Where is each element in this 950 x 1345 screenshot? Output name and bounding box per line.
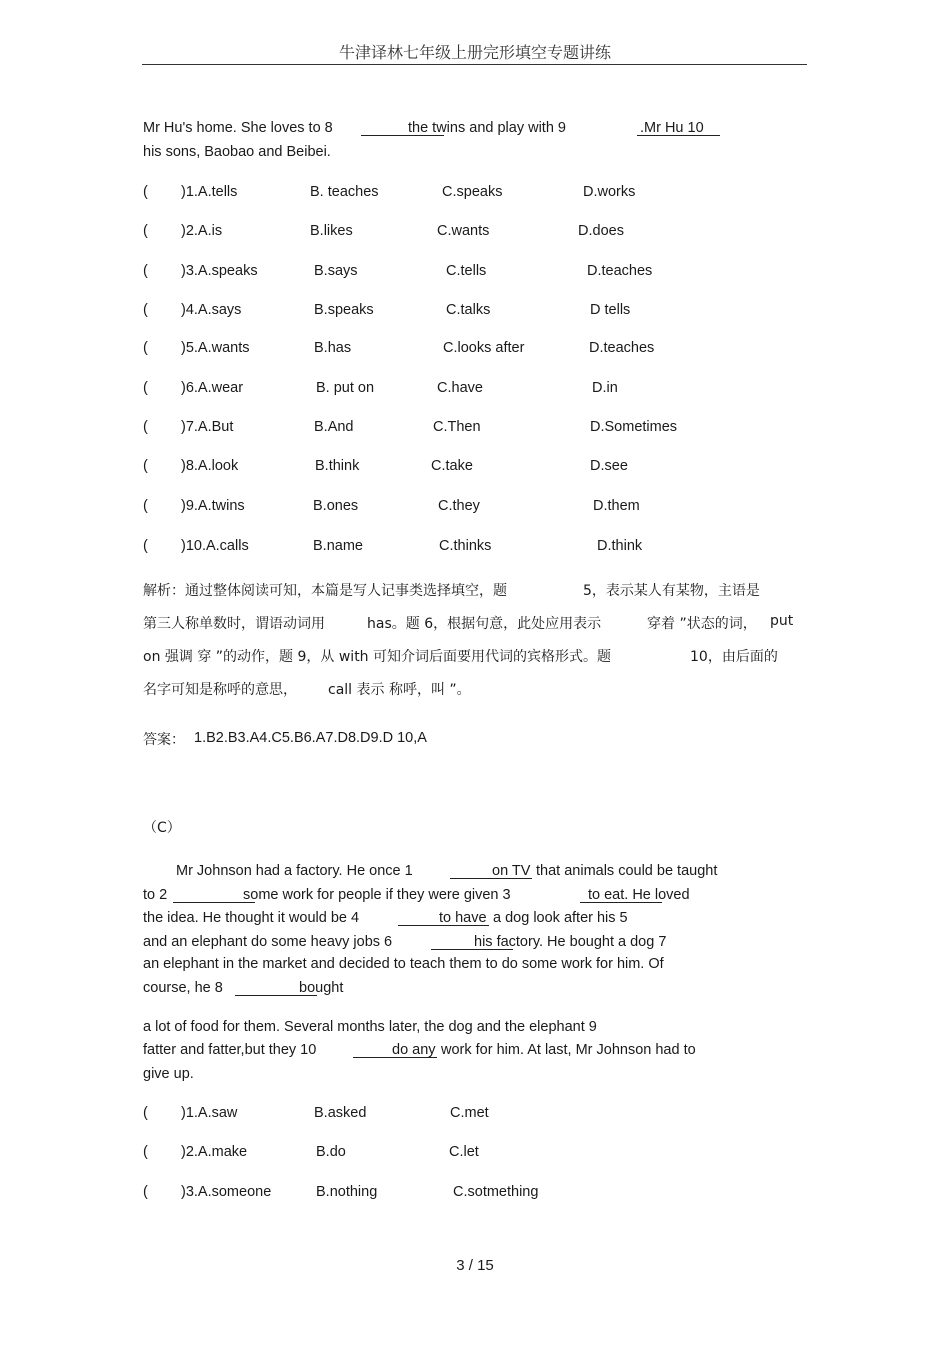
analysis-line4-b: call 表示 称呼，叫 ”。 (328, 682, 471, 698)
question-option-d: D.works (583, 184, 636, 200)
answer-paren: ( (143, 1144, 148, 1160)
question-option-c: C.have (437, 380, 483, 396)
passage-c-p3-a: the idea. He thought it would be 4 (143, 910, 360, 926)
passage-b-line1-a: Mr Hu's home. She loves to 8 (143, 120, 333, 136)
analysis-line2-c: 穿着 ”状态的词， (647, 616, 757, 632)
question-option-d: D.teaches (589, 340, 655, 356)
question-option-c: C.tells (446, 263, 487, 279)
passage-b-line1-c: .Mr Hu 10 (640, 120, 704, 136)
question-option-c: C.sotmething (453, 1184, 539, 1200)
question-option-b: B.do (316, 1144, 346, 1160)
passage-c-p2-c: to eat. He loved (588, 887, 690, 903)
passage-c-p3-b: to have (439, 910, 487, 926)
question-option-a: )3.A.someone (181, 1184, 272, 1200)
question-option-d: D.in (592, 380, 618, 396)
passage-c-p8-b: do any (392, 1042, 436, 1058)
question-option-b: B.asked (314, 1105, 367, 1121)
question-option-b: B.nothing (316, 1184, 378, 1200)
question-option-a: )9.A.twins (181, 498, 245, 514)
question-option-c: C.looks after (443, 340, 525, 356)
question-option-b: B. teaches (310, 184, 379, 200)
analysis-line2-b: has。题 6，根据句意，此处应用表示 (367, 616, 602, 632)
question-option-d: D tells (590, 302, 631, 318)
answer-paren: ( (143, 263, 148, 279)
analysis-line4-a: 名字可知是称呼的意思， (143, 682, 297, 698)
question-option-a: )6.A.wear (181, 380, 244, 396)
passage-c-p1-a: Mr Johnson had a factory. He once 1 (176, 863, 413, 879)
question-option-b: B.ones (313, 498, 359, 514)
passage-c-p4-b: his factory. He bought a dog 7 (474, 934, 667, 950)
passage-c-p2-a: to 2 (143, 887, 168, 903)
answer-paren: ( (143, 498, 148, 514)
question-option-b: B.likes (310, 223, 353, 239)
passage-c-p7: a lot of food for them. Several months later, the dog and the elephant 9 (143, 1019, 597, 1035)
passage-c-p2-b: some work for people if they were given 3 (243, 887, 511, 903)
question-option-a: )2.A.make (181, 1144, 248, 1160)
analysis-line1-b: 5，表示某人有某物，主语是 (583, 583, 760, 599)
question-option-a: )8.A.look (181, 458, 239, 474)
question-option-d: D.teaches (587, 263, 653, 279)
question-option-a: )1.A.saw (181, 1105, 238, 1121)
analysis-line2-d: put (770, 613, 794, 629)
question-option-c: C.wants (437, 223, 490, 239)
answer-paren: ( (143, 184, 148, 200)
question-option-b: B. put on (316, 380, 375, 396)
analysis-line3-b: 10，由后面的 (690, 649, 778, 665)
question-option-b: B.has (314, 340, 352, 356)
question-option-c: C.met (450, 1105, 489, 1121)
question-option-a: )10.A.calls (181, 538, 249, 554)
passage-c-p6-b: bought (299, 980, 344, 996)
passage-c-p1-c: that animals could be taught (536, 863, 718, 879)
question-option-c: C.speaks (442, 184, 503, 200)
section-c-label: （C） (143, 820, 181, 836)
question-option-a: )4.A.says (181, 302, 242, 318)
question-option-c: C.let (449, 1144, 479, 1160)
question-option-b: B.think (315, 458, 360, 474)
question-option-c: C.thinks (439, 538, 492, 554)
question-option-c: C.talks (446, 302, 491, 318)
answer-paren: ( (143, 538, 148, 554)
question-option-b: B.says (314, 263, 358, 279)
question-option-b: B.speaks (314, 302, 374, 318)
question-option-a: )1.A.tells (181, 184, 238, 200)
passage-c-p6-a: course, he 8 (143, 980, 223, 996)
answer-paren: ( (143, 302, 148, 318)
answer-paren: ( (143, 458, 148, 474)
question-option-b: B.And (314, 419, 354, 435)
question-option-a: )2.A.is (181, 223, 223, 239)
passage-b-line2: his sons, Baobao and Beibei. (143, 144, 331, 160)
question-option-a: )7.A.But (181, 419, 234, 435)
analysis-line3-a: on 强调 穿 ”的动作，题 9，从 with 可知介词后面要用代词的宾格形式。题 (143, 649, 612, 665)
question-option-d: D.does (578, 223, 624, 239)
answer-value: 1.B2.B3.A4.C5.B6.A7.D8.D9.D 10,A (194, 730, 427, 746)
question-option-d: D.them (593, 498, 640, 514)
passage-c-p9: give up. (143, 1066, 194, 1082)
question-option-d: D.Sometimes (590, 419, 678, 435)
answer-paren: ( (143, 419, 148, 435)
passage-c-p3-c: a dog look after his 5 (493, 910, 628, 926)
passage-b-line1-b: the twins and play with 9 (408, 120, 566, 136)
answer-paren: ( (143, 340, 148, 356)
passage-c-p1-b: on TV (492, 863, 531, 879)
answer-paren: ( (143, 1184, 148, 1200)
answer-paren: ( (143, 223, 148, 239)
answer-label: 答案： (143, 732, 185, 748)
question-option-b: B.name (313, 538, 363, 554)
question-option-c: C.they (438, 498, 480, 514)
question-option-d: D.think (597, 538, 643, 554)
page-number: 3 / 15 (456, 1257, 494, 1274)
question-option-d: D.see (590, 458, 628, 474)
answer-paren: ( (143, 1105, 148, 1121)
page-header: 牛津译林七年级上册完形填空专题讲练 (338, 43, 611, 62)
passage-c-p5: an elephant in the market and decided to teach them to do some work for him. Of (143, 956, 664, 972)
question-option-c: C.Then (433, 419, 481, 435)
question-option-a: )3.A.speaks (181, 263, 258, 279)
header-rule (142, 64, 807, 65)
passage-c-p8-c: work for him. At last, Mr Johnson had to (441, 1042, 696, 1058)
question-option-c: C.take (431, 458, 473, 474)
passage-c-p4-a: and an elephant do some heavy jobs 6 (143, 934, 393, 950)
passage-c-p8-a: fatter and fatter,but they 10 (143, 1042, 317, 1058)
analysis-line1-a: 解析：通过整体阅读可知，本篇是写人记事类选择填空，题 (143, 583, 507, 599)
question-option-a: )5.A.wants (181, 340, 250, 356)
answer-paren: ( (143, 380, 148, 396)
analysis-line2-a: 第三人称单数时，谓语动词用 (143, 616, 325, 632)
